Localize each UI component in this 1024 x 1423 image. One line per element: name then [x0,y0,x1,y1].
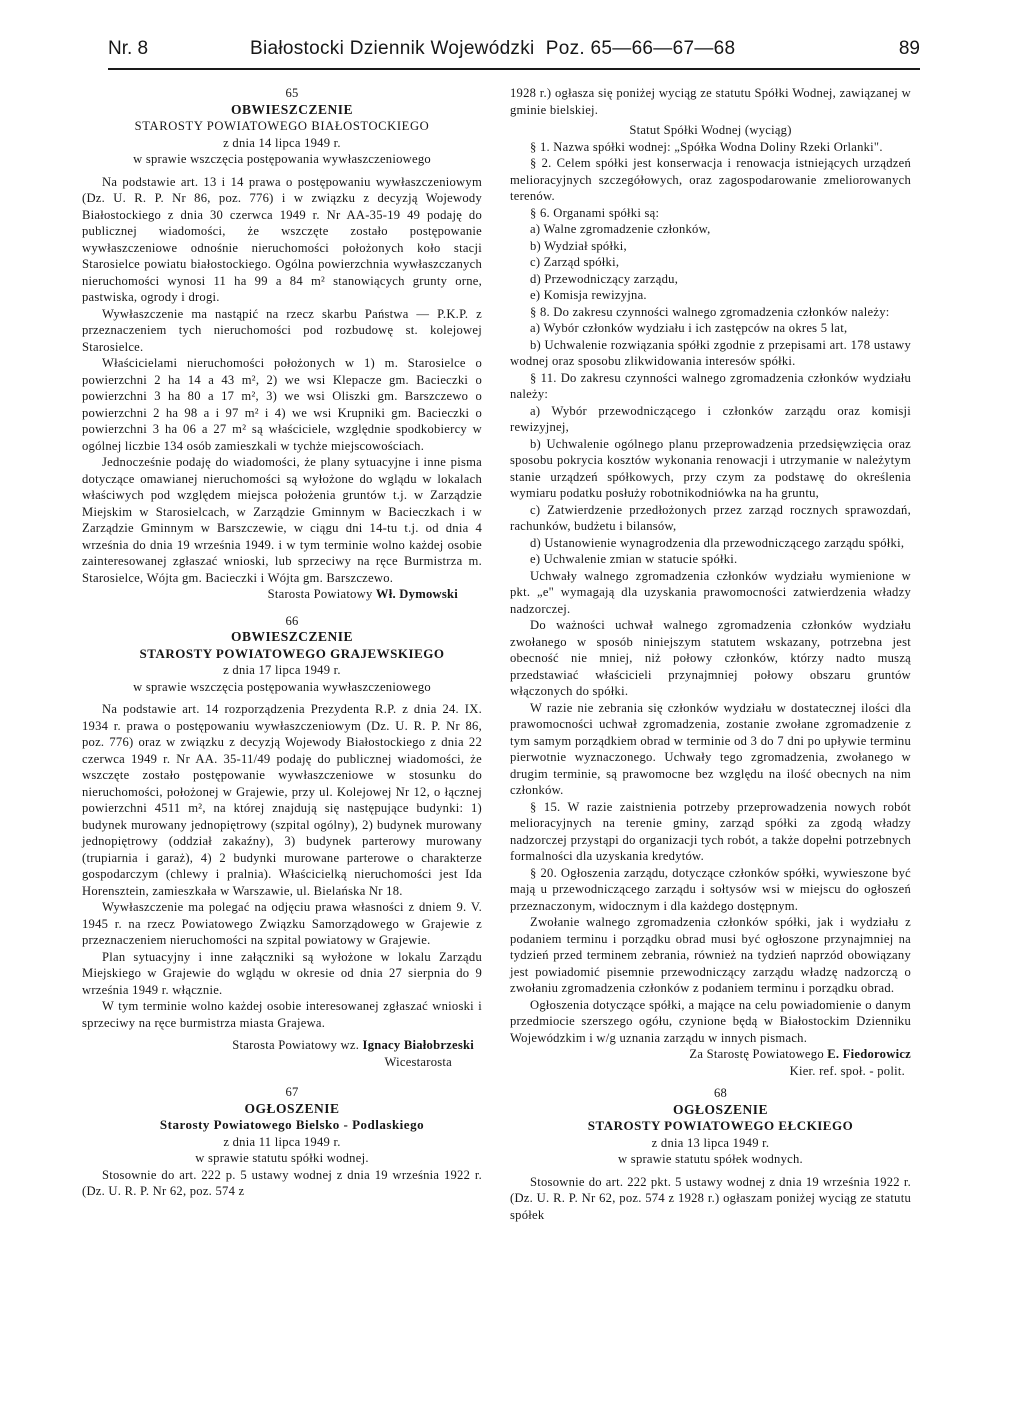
issue-number: Nr. 8 [108,38,149,59]
statute-par-11-b: b) Uchwalenie ogólnego planu przeprowadzenia przedsięwzięcia oraz sposobu pokrycia kosztów wykonania renowacji i utrzymanie w należytym stanie urządzeń spółkowych, przy czym za podstawę do określenia wymiaru podatku posłuży robotnikodniówka na ha gruntu, [510,436,911,500]
notice-68-issuer: STAROSTY POWIATOWEGO EŁCKIEGO [587,1118,854,1133]
notice-65-signature-name: Wł. Dymowski [375,587,458,601]
page-number: 89 [898,38,920,59]
statute-par-6: § 6. Organami spółki są: [530,205,660,220]
notice-65-paragraph-4: Jednocześnie podaję do wiadomości, że plany sytuacyjne i inne pisma dotyczące omawianej nieruchomości są wyłożone do wglądu w lokalach właściwych pod względem miejsca położenia gruntów t.j. w Zarządzie Miejskim w Starosielcach, w Zarządzie Gminnym w Bacieczkach i w Zarządzie Gminnym w Barszczewie, w ciągu dni 14-tu t.j. od dnia 4 września do dnia 19 września 1949. i w tym terminie wolno każdej osobie zainteresowanej zgłaszać wnioski, lub sprzeciwy na ręce Burmistrza m. Starosielce, Wójta gm. Bacieczki i Wójta gm. Barszczewo. [82,455,482,585]
notice-66-title: OBWIESZCZENIE [230,629,354,644]
notice-68-paragraph-1: Stosownie do art. 222 pkt. 5 ustawy wodnej z dnia 19 września 1922 r. (Dz. U. R. P. Nr 62, poz. 574 z 1928 r.) ogłaszam poniżej wyciąg ze statutu spółek [510,1174,911,1222]
statute-par-15: § 15. W razie zaistnienia potrzeby przeprowadzenia nowych robót melioracyjnych na terenie gminy, zarząd spółki za zgodą władzy nadzorczej przystąpi do organizacji tych robót, a także dopełni potrzebnych formalności dla uzyskania kredytów. [510,799,911,863]
statute-par-6-c: c) Zarząd spółki, [530,255,620,269]
notice-65-title: OBWIESZCZENIE [230,101,354,117]
notice-67-number: 67 [285,1085,299,1099]
notice-66-signature-role: Starosta Powiatowy wz. [232,1038,360,1052]
notice-68-title: OGŁOSZENIE [672,1101,769,1117]
notice-66-signature [82,1037,482,1054]
statute-par-11-e: e) Uchwalenie zmian w statucie spółki. [530,552,738,566]
notice-67-issuer: Starosty Powiatowego Bielsko - Podlaskiego [159,1117,425,1132]
notice-65-issuer: STAROSTY POWIATOWEGO BIAŁOSTOCKIEGO [134,119,430,133]
notice-67-signature-role: Za Starostę Powiatowego [689,1047,824,1061]
statute-par-11-h: W razie nie zebrania się członków wydziału w dostatecznej ilości dla prawomocności uchwał zgromadzenia, zostanie zwołane zgromadzenie z tym samym porządkiem obrad w terminie od 3 do 7 dni po upływie terminu pierwotnie wyznaczonego. Uchwały tego zgromadzenia, zwołanego w drugim terminie, są prawomocne bez względu na ilość obecnych na nim członków. [510,700,911,797]
statute-par-11-d: d) Ustanowienie wynagrodzenia dla przewodniczącego zarządu spółki, [530,535,905,550]
notice-66-issuer: STAROSTY POWIATOWEGO GRAJEWSKIEGO [139,645,445,661]
statute-par-11-f: Uchwały walnego zgromadzenia członków wydziału wymienione w pkt. „e" wymagają dla uzyskania prawomocności zatwierdzenia władzy nadzorczej. [510,568,911,616]
statute-title: Statut Spółki Wodnej (wyciąg) [629,123,792,137]
notice-66-signature-title: Wicestarosta [384,1054,452,1069]
journal-title [250,38,735,60]
notice-65-subject: w sprawie wszczęcia postępowania wywłaszczeniowego [133,152,431,166]
notice-65-paragraph-2: Wywłaszczenie ma nastąpić na rzecz skarbu Państwa — P.K.P. z przeznaczeniem tych nieruchomości pod rozbudowę st. kolejowej Starosielce. [82,306,482,354]
statute-par-8-b: b) Uchwalenie rozwiązania spółki zgodnie z przepisami art. 178 ustawy wodnej oraz sposobu zlikwidowania interesów spółki. [510,337,911,368]
statute-par-20-b: Zwołanie walnego zgromadzenia członków spółki, jak i wydziału z podaniem terminu i porządku obrad musi być ogłoszone przynajmniej na tydzień przed terminem zebrania, również na tydzień naprzód obowiązany jest powiadomić pisemnie przewodniczący zarządu władzę nadzorczą o zwołaniu zgromadzenia członków z podaniem terminu i porządku obrad. [510,915,911,995]
right-column [510,85,911,1223]
notice-66-number: 66 [285,613,299,628]
notice-65-paragraph-3: Właścicielami nieruchomości położonych w 1) m. Starosielce o powierzchni 2 ha 14 a 43 m², 2) we wsi Klepacze gm. Bacieczki o powierzchni 3 ha 80 a 17 m², 3) we wsi Oliszki gm. Barszczewo o powierzchni 2 ha 98 a i 97 m² i 4) we wsi Krupniki gm. Bacieczki o powierzchni 3 ha 06 a 27 m² są właściciele, względnie spodkobiercy w ogólnej liczbie 134 osób zamieszkali w tychże miejscowościach. [82,356,482,453]
statute-par-11-c: c) Zatwierdzenie przedłożonych przez zarząd rocznych sprawozdań, rachunków, budżetu i bilansów, [510,502,911,533]
statute-par-2: § 2. Celem spółki jest konserwacja i renowacja istniejących urządzeń melioracyjnych szczegółowych, oraz zagospodarowanie zmeliorowanych terenów. [510,156,911,203]
notice-67-signature-name: E. Fiedorowicz [827,1047,911,1061]
notice-66-paragraph-2: Wywłaszczenie ma polegać na odjęciu prawa własności z dniem 9. V. 1945 r. na rzecz Powiatowego Związku Samorządowego w Grajewie z przeznaczeniem nieruchomości na szpital powiatowy w Grajewie. [82,900,482,947]
statute-par-1: § 1. Nazwa spółki wodnej: „Spółka Wodna Doliny Rzeki Orlanki". [530,139,883,154]
statute-par-6-b: b) Wydział spółki, [530,238,627,253]
notice-68-number: 68 [713,1086,728,1100]
notice-65-signature-role: Starosta Powiatowy [267,587,373,601]
notice-67-signature-title: Kier. ref. społ. - polit. [789,1063,905,1078]
notice-67-paragraph-1: Stosownie do art. 222 p. 5 ustawy wodnej z dnia 19 września 1922 r. (Dz. U. R. P. Nr 62, poz. 574 z [82,1167,482,1198]
statute-par-6-d: d) Przewodniczący zarządu, [530,271,679,286]
left-column [82,85,482,1200]
notice-65-number: 65 [285,86,299,100]
statute-par-11: § 11. Do zakresu czynności walnego zgromadzenia członków wydziału należy: [510,370,911,401]
notice-66-paragraph-3: Plan sytuacyjny i inne załączniki są wyłożone w lokalu Zarządu Miejskiego w Grajewie do wglądu w okresie od dnia 27 sierpnia do 9 września 1949 r. włącznie. [82,949,482,997]
notice-66-subject: w sprawie wszczęcia postępowania wywłaszczeniowego [133,679,431,694]
notice-65-paragraph-1: Na podstawie art. 13 i 14 prawa o postępowaniu wywłaszczeniowym (Dz. U. R. P. Nr 86, poz. 776) i w związku z decyzją Wojewody Białostockiego z dnia 30 czerwca 1949 r. Nr AA-35-19 49 podaję do publicznej wiadomości, że wszczęte zostało postępowanie wywłaszczeniowe odnośnie nieruchomości położonych koło stacji Starosielce powiatu białostockiego. Ogólna powierzchnia wywłaszczanych nieruchomości wynosi 11 ha 99 a 84 m² stanowiących grunty orne, pastwiska, ogrody i drogi. [82,174,482,304]
notice-65-signature [82,586,482,603]
running-header [108,38,920,70]
notice-67-subject: w sprawie statutu spółki wodnej. [195,1151,369,1165]
notice-66-signature-name: Ignacy Białobrzeski [362,1038,474,1052]
notice-67-date: z dnia 11 lipca 1949 r. [223,1134,341,1149]
notice-68-date: z dnia 13 lipca 1949 r. [651,1135,770,1150]
statute-par-6-a: a) Walne zgromadzenie członków, [530,222,711,236]
notice-65-date: z dnia 14 lipca 1949 r. [223,135,341,150]
item-range: Poz. 65—66—67—68 [545,38,736,59]
notice-67-title: OGŁOSZENIE [244,1100,340,1116]
journal-title-text: Białostocki Dziennik Wojewódzki [250,38,535,59]
notice-66-date: z dnia 17 lipca 1949 r. [223,663,341,677]
notice-68-subject: w sprawie statutu spółek wodnych. [618,1152,803,1166]
statute-par-8-a: a) Wybór członków wydziału i ich zastępców na okres 5 lat, [530,321,848,335]
notice-66-paragraph-1: Na podstawie art. 14 rozporządzenia Prezydenta R.P. z dnia 24. IX. 1934 r. prawa o postępowaniu wywłaszczeniowym (Dz. U. R. P. Nr 86, poz. 776) oraz w związku z decyzją Wojewody Białostockiego z dnia 22 czerwca 1949 r. Nr AA. 35-11/49 podaję do publicznej wiadomości, że wszczęte zostało postępowanie wywłaszczeniowe w stosunku do nieruchomości, położonej w Grajewie, przy ul. Kolejowej Nr 12, o łącznej powierzchni 4511 m², na której znajdują się następujące budynki: 1) budynek murowany jednopiętrowy (szpital ogólny), 2) budynek murowany jednopiętrowy (oddział zakaźny), 3) budynek parterowy murowany (trupiarnia i garaż), 4) 2 budynki murowane parterowe o charakterze gospodarczym (chlewy i pralnia). Właścicielką nieruchomości jest Ida Horensztein, zamieszkała w Warszawie, ul. Bielańska Nr 18. [82,702,482,898]
statute-par-11-g: Do ważności uchwał walnego zgromadzenia członków wydziału zwołanego w sposób niniejszym statutem wskazany, potrzebna jest obecność nie mniej, niż połowy członków, którzy nadto muszą przedstawiać właścicieli przynajmniej połowy obszaru gruntów włączonych do spółki. [510,618,911,698]
statute-par-6-e: e) Komisja rewizyjna. [530,288,647,302]
notice-67-signature [510,1046,911,1063]
notice-66-paragraph-4: W tym terminie wolno każdej osobie interesowanej zgłaszać wnioski i sprzeciwy na ręce burmistrza miasta Grajewa. [82,999,482,1030]
notice-67-paragraph-1-continued: 1928 r.) ogłasza się poniżej wyciąg ze statutu Spółki Wodnej, zawiązanej w gminie bielskiej. [510,86,911,117]
statute-par-11-a: a) Wybór przewodniczącego i członków zarządu oraz komisji rewizyjnej, [510,403,911,434]
statute-par-20: § 20. Ogłoszenia zarządu, dotyczące członków spółki, wywieszone być mają u przewodniczącego zarządu i sołtysów wsi w miejscu do ogłoszeń przeznaczonym, widocznym i dla każdego dostępnym. [510,865,911,913]
statute-par-20-c: Ogłoszenia dotyczące spółki, a mające na celu powiadomienie o danym przedmiocie szerszego ogółu, czynione będą w Białostockim Dzienniku Wojewódzkim i w/g uznania zarządu w innych pismach. [510,997,911,1045]
statute-par-8: § 8. Do zakresu czynności walnego zgromadzenia członków należy: [530,304,890,319]
